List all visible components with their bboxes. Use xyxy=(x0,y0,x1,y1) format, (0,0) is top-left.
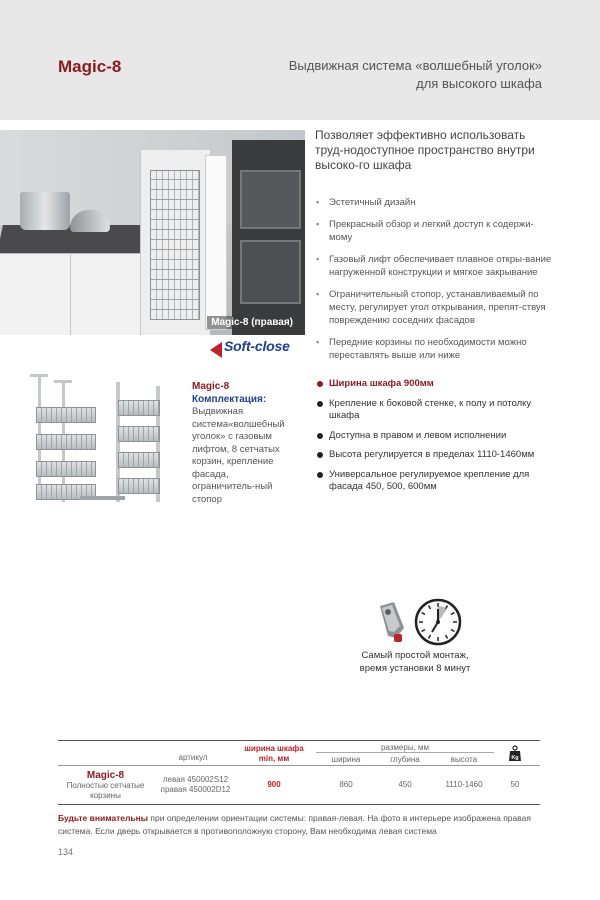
wire-basket xyxy=(36,407,96,423)
header-width-min-l2: min, мм xyxy=(258,754,290,763)
product-image xyxy=(20,372,170,510)
feature-list xyxy=(315,196,555,371)
rack-base xyxy=(80,496,125,500)
photo-lower-cabinets xyxy=(0,253,140,335)
weight-unit: Kg xyxy=(511,755,519,761)
kit-label: Комплектация: xyxy=(192,394,267,405)
row-name: Magic-8 xyxy=(86,770,125,781)
wire-basket xyxy=(118,452,160,468)
kit-description: Выдвижная система«волшебный уголок» с газовым лифтом, 8 сетчатых корзин, крепление фасада, ограничитель-ный стопор xyxy=(192,406,285,505)
soft-close-label: Soft-close xyxy=(224,338,290,354)
wire-basket xyxy=(118,478,160,494)
spec-item: Ширина шкафа 900мм xyxy=(315,378,555,391)
wire-basket xyxy=(36,461,96,477)
header-dimensions: размеры, мм xyxy=(380,743,430,752)
row-width: 860 xyxy=(339,780,353,789)
wire-basket xyxy=(118,400,160,416)
header-subtitle xyxy=(289,57,542,93)
header-subtitle-line1: Выдвижная система «волшебный уголок» xyxy=(288,58,542,73)
feature-item: ▪ Эстетичный дизайн xyxy=(315,196,555,209)
spec-item: Крепление к боковой стенке, к полу и потолку шкафа xyxy=(315,398,555,423)
row-product-name xyxy=(58,770,153,801)
row-sub1: Полностью сетчатые xyxy=(66,781,145,790)
soft-close-arrow-icon xyxy=(210,342,222,358)
page-number: 134 xyxy=(58,847,74,857)
photo-wire-baskets xyxy=(150,170,200,320)
row-sub2: корзины xyxy=(90,791,121,800)
spec-item: Высота регулируется в пределах 1110-1460мм xyxy=(315,449,555,462)
photo-cabinet-door xyxy=(205,155,227,330)
header-width-min-l1: ширина шкафа xyxy=(244,744,304,753)
feature-item: ▪ Прекрасный обзор и легкий доступ к содержи-мому xyxy=(315,218,555,244)
photo-caption: Magic-8 (правая) xyxy=(207,316,297,329)
header-subtitle-line2: для высокого шкафа xyxy=(416,76,542,91)
spec-item: Доступна в правом и левом исполнении xyxy=(315,430,555,443)
feature-item: ▪ Газовый лифт обеспечивает плавное откры-вание нагруженной конструкции и мягкое закрывание xyxy=(315,253,555,279)
photo-pot xyxy=(20,192,70,230)
header-article: артикул xyxy=(178,753,208,762)
table-top-rule xyxy=(58,740,540,741)
clock-icon xyxy=(414,598,462,646)
table-bottom-rule xyxy=(58,804,540,805)
rack-pole xyxy=(30,374,48,377)
feature-item: ▪ Ограничительный стопор, устанавливаемый по месту, регулирует угол открывания, препят-ствуя повреждению соседних фасадов xyxy=(315,288,555,327)
rack-pole xyxy=(54,380,72,383)
table-header-rule xyxy=(58,765,540,766)
product-title: Magic-8 xyxy=(58,57,122,76)
spec-list xyxy=(315,378,555,501)
attention-note xyxy=(58,812,548,838)
weight-icon xyxy=(509,745,521,761)
row-article-right: правая 450002D12 xyxy=(160,785,231,794)
soft-close-badge xyxy=(210,338,305,362)
wire-basket xyxy=(118,426,160,442)
row-height: 1110-1460 xyxy=(445,780,483,789)
photo-oven-column xyxy=(232,140,305,335)
header-width: ширина xyxy=(331,755,361,764)
row-weight: 50 xyxy=(510,780,520,789)
header-height: высота xyxy=(450,755,478,764)
spec-item: Универсальное регулируемое крепление для фасада 450, 500, 600мм xyxy=(315,469,555,494)
note-bold: Будьте внимательны xyxy=(58,813,149,823)
screwdriver-icon xyxy=(374,598,410,644)
kitchen-photo xyxy=(0,130,305,335)
dims-rule xyxy=(316,752,494,753)
install-caption-line1: Самый простой монтаж, xyxy=(361,650,469,661)
install-caption-line2: время установки 8 минут xyxy=(359,662,471,674)
row-depth: 450 xyxy=(398,780,412,789)
row-article-left: левая 450002S12 xyxy=(162,775,229,784)
install-caption xyxy=(330,650,500,675)
feature-item: ▪ Передние корзины по необходимости можно переставлять выше или ниже xyxy=(315,336,555,362)
kit-title: Magic-8 xyxy=(192,381,230,392)
note-text: при определении ориентации системы: правая-левая. На фото в интерьере изображена правая система. Если дверь открывается в противоположную сторону, Вам необходима левая система xyxy=(58,813,532,836)
header-depth: глубина xyxy=(390,755,420,764)
wire-basket xyxy=(36,434,96,450)
intro-text: Позволяет эффективно использовать труд-нодоступное пространство внутри высоко-го шкафа xyxy=(315,128,535,172)
row-width-min: 900 xyxy=(267,780,281,789)
